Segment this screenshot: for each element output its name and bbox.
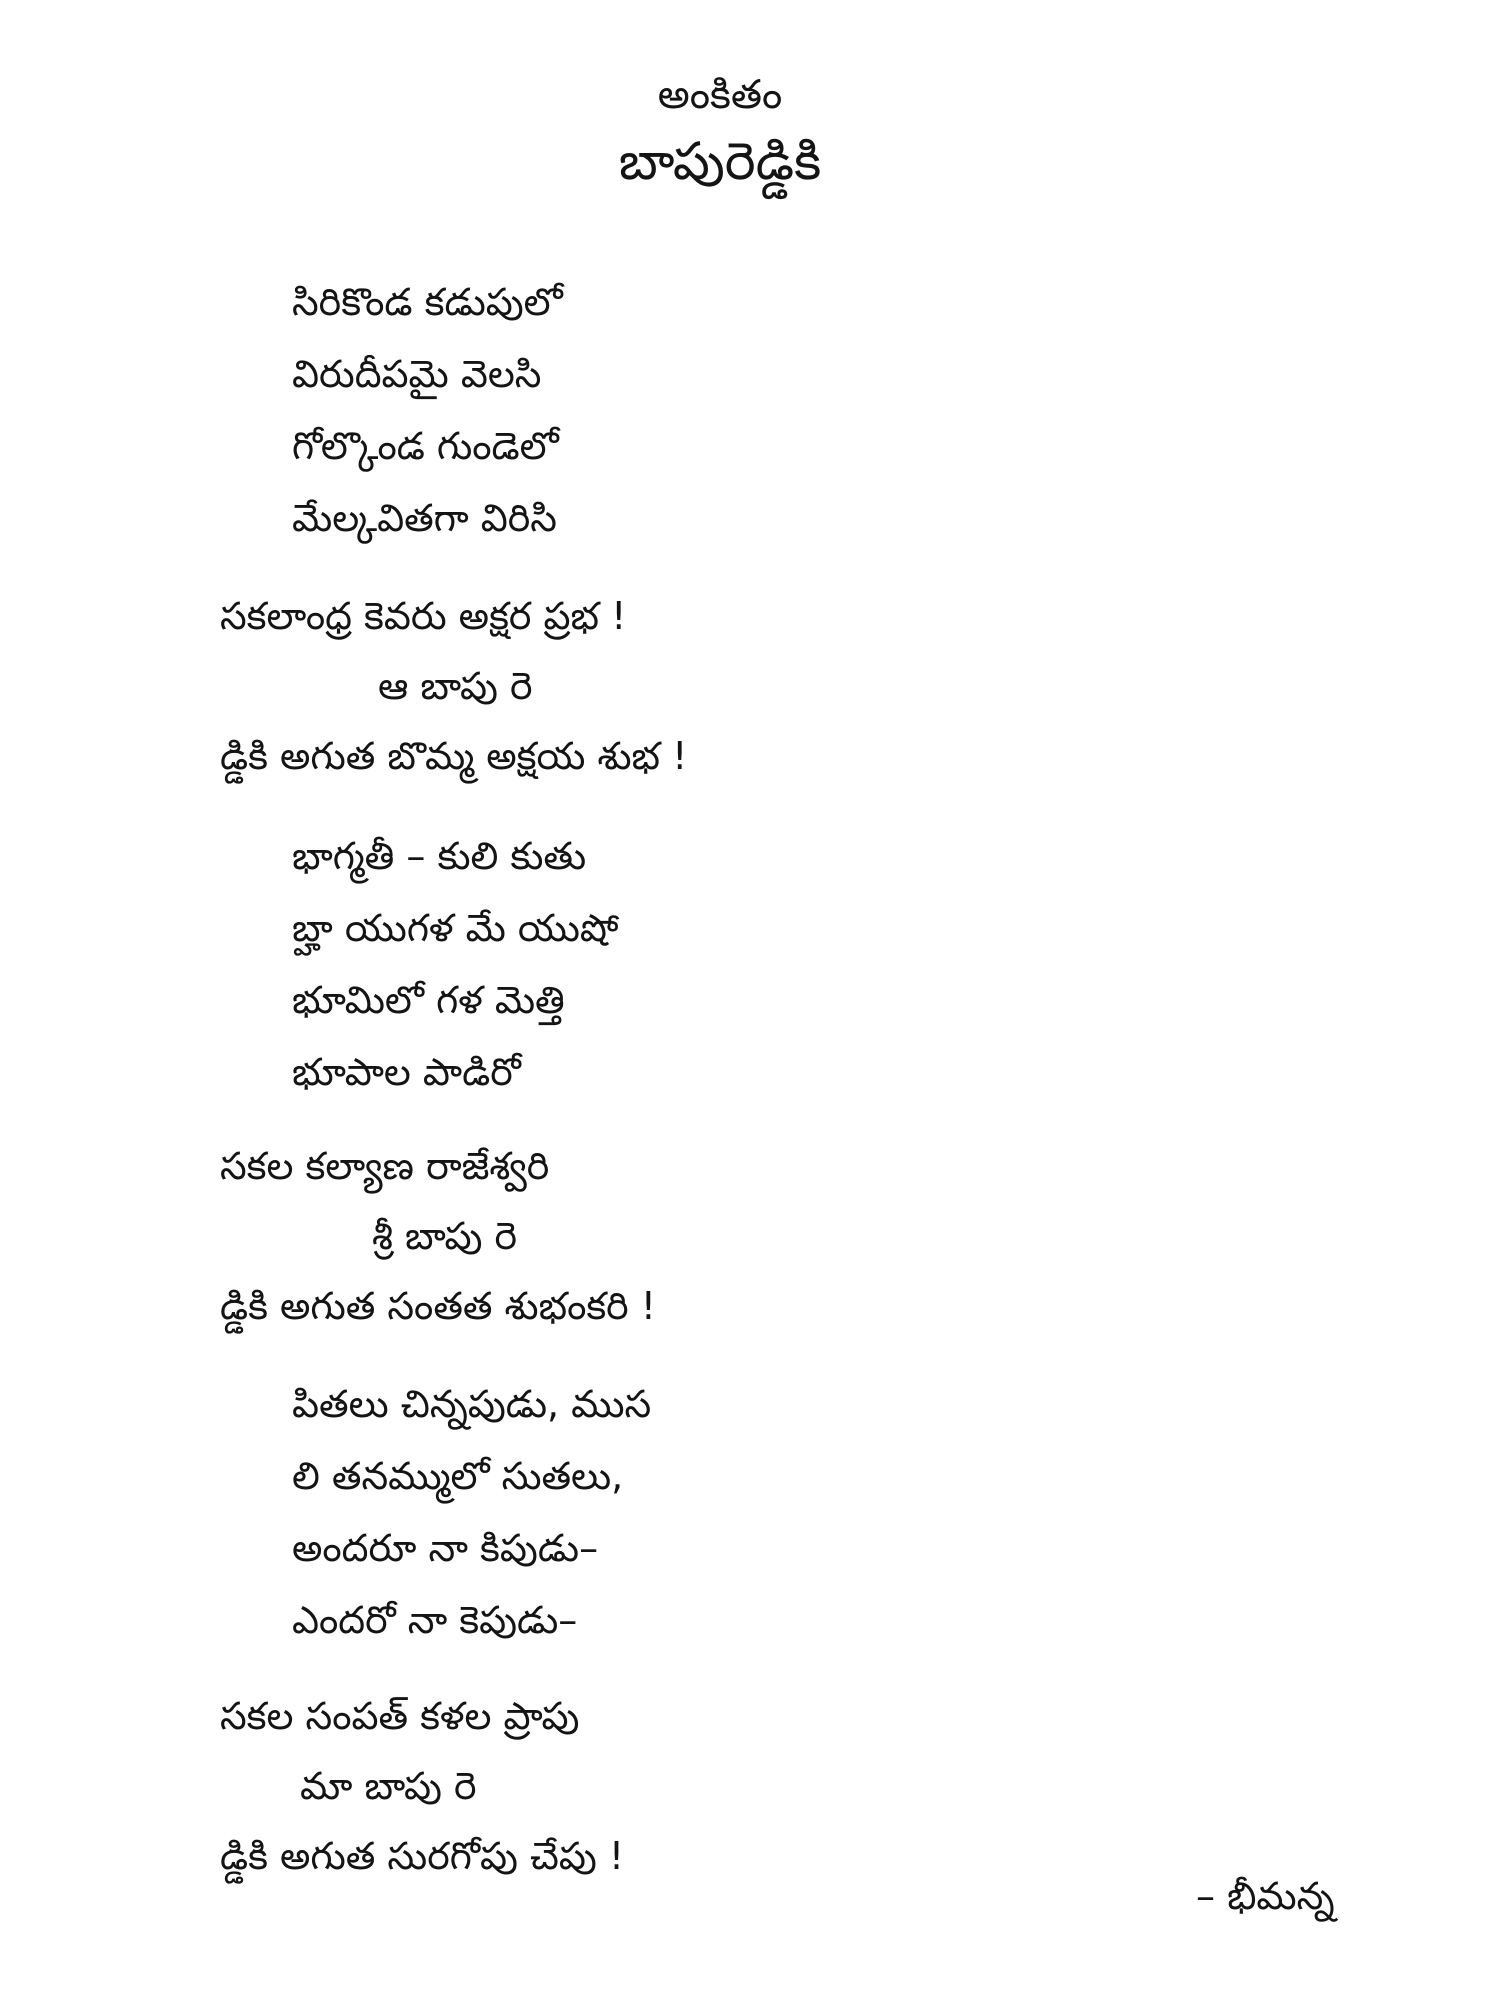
- poem-line: సకల సంపత్ కళల ప్రాపు: [220, 1694, 580, 1738]
- poem-line: సకలాంధ్ర కెవరు అక్షర ప్రభ !: [220, 594, 627, 638]
- poem-line: భూమిలో గళ మెత్తి: [292, 978, 565, 1022]
- poem-line: డ్డికి అగుత బొమ్మ అక్షయ శుభ !: [220, 734, 688, 778]
- poem-line: పితలు చిన్నపుడు, ముస: [292, 1382, 652, 1426]
- poem-line: డ్డికి అగుత సంతత శుభంకరి !: [220, 1284, 657, 1328]
- poem-line: సిరికొండ కడుపులో: [292, 280, 563, 324]
- author-signature: – భీమన్న: [1196, 1874, 1335, 1918]
- poem-line: గోల్కొండ గుండెలో: [292, 424, 559, 468]
- dedication-label: అంకితం: [657, 72, 783, 118]
- poem-line: భూపాల పాడిరో: [292, 1050, 521, 1094]
- poem-line: మా బాపు రె: [300, 1764, 477, 1808]
- poem-line: శ్రీ బాపు రె: [372, 1214, 518, 1258]
- poem-line: డ్డికి అగుత సురగోపు చేపు !: [220, 1834, 625, 1878]
- poem-line: ఆ బాపు రె: [378, 664, 533, 708]
- poem-line: లి తనమ్ములో సుతలు,: [292, 1454, 624, 1498]
- poem-line: మేల్కవితగా విరిసి: [292, 496, 557, 540]
- poem-line: విరుదీపమై వెలసి: [292, 352, 542, 396]
- poem-line: అందరూ నా కిపుడు–: [292, 1526, 599, 1570]
- poem-line: భాగ్మతీ – కులి కుతు: [292, 834, 587, 878]
- poem-line: ఎందరో నా కెపుడు–: [292, 1598, 578, 1642]
- poem-line: సకల కల్యాణ రాజేశ్వరి: [220, 1144, 550, 1188]
- dedication-recipient: బాపురెడ్డికి: [618, 132, 822, 192]
- poem-line: బ్హా యుగళ మే యుషో: [292, 906, 619, 950]
